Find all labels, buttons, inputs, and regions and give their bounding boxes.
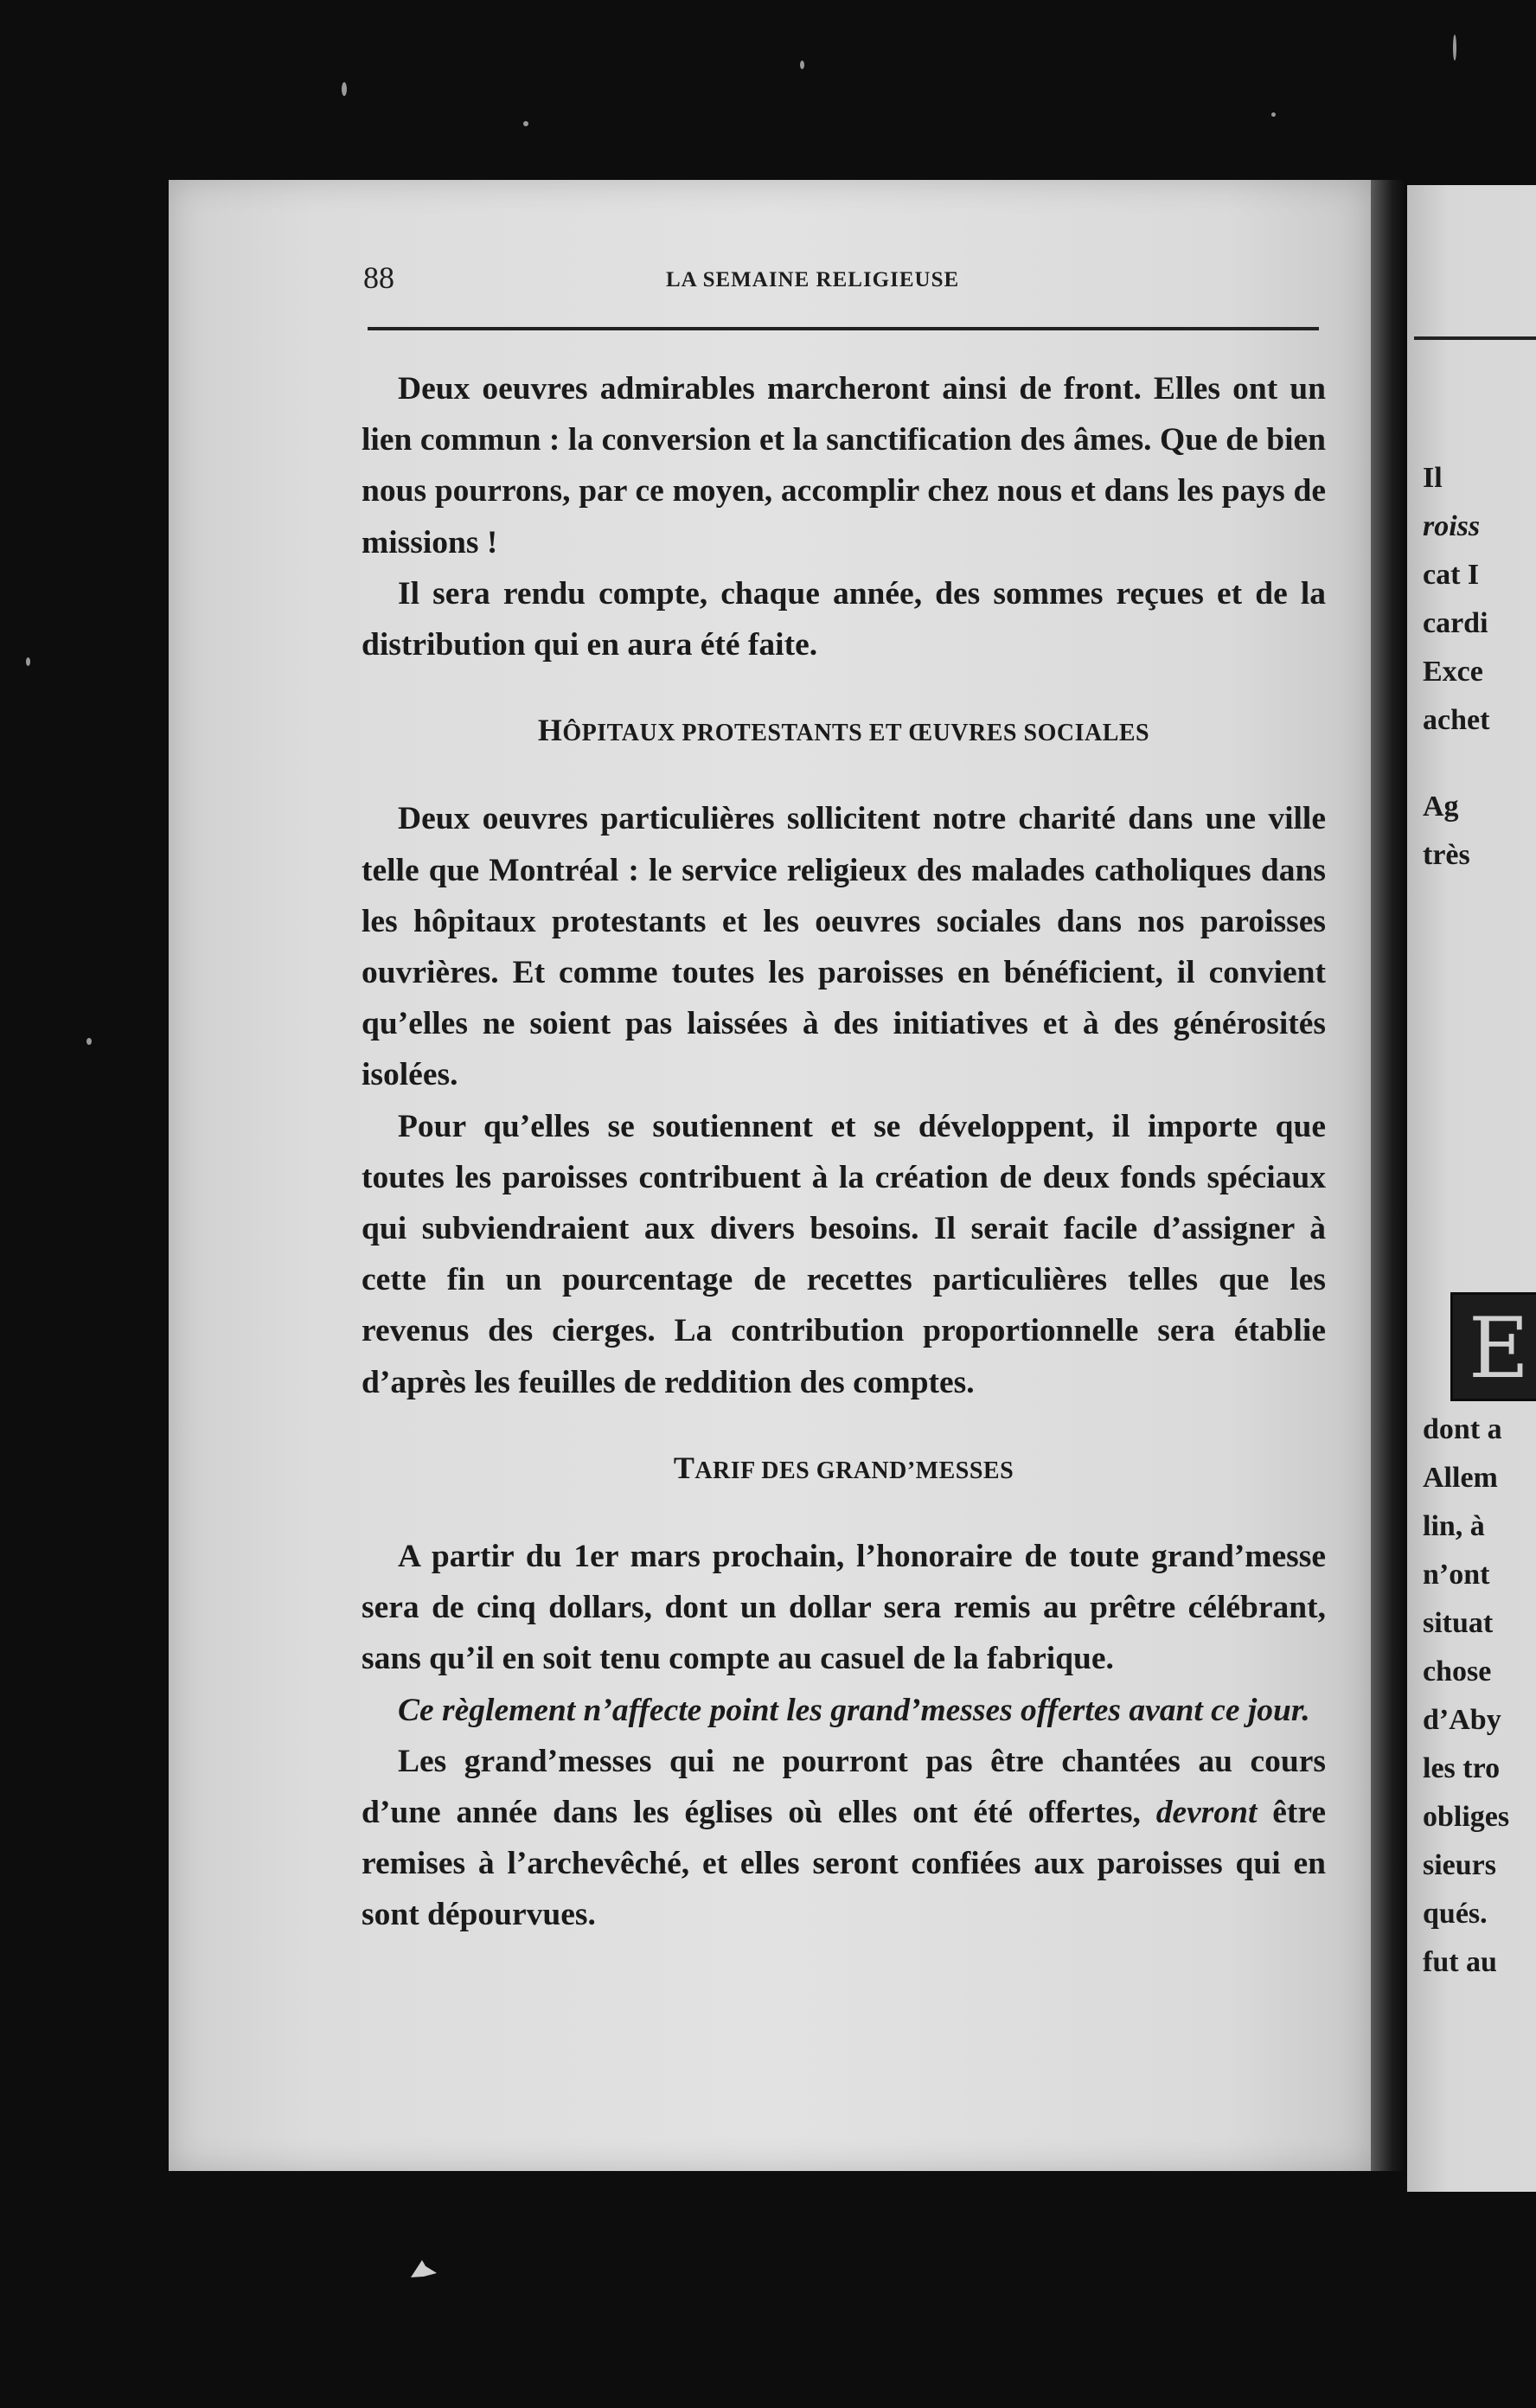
page-number: 88 [363, 260, 394, 295]
film-speck [26, 657, 30, 666]
paragraph-lead: Les grand’messes qui ne pourront pas être chantées au cours d’une année dans les églises où elles ont été offertes, [362, 1743, 1326, 1831]
facing-line: n’ont [1423, 1559, 1490, 1591]
facing-line: d’Aby [1423, 1704, 1501, 1736]
emphasis: devront [1155, 1795, 1258, 1831]
film-speck [86, 1038, 92, 1045]
facing-line: Exce [1423, 656, 1483, 688]
heading-initial: T [673, 1450, 695, 1485]
facing-line: Il [1423, 462, 1443, 494]
paragraph: Deux oeuvres admirables marcheront ainsi de front. Elles ont un lien commun : la conversion et la sanctification des âmes. Que de bien nous pourrons, par ce moyen, accomplir chez nous et dans les pays de missions ! [362, 371, 1326, 560]
italic-paragraph: Ce règlement n’affecte point les grand’messes offertes avant ce jour. [398, 1692, 1310, 1728]
film-artifact [406, 2256, 441, 2282]
facing-line: cardi [1423, 607, 1488, 639]
film-speck [523, 121, 528, 126]
paragraph [362, 1736, 1326, 1941]
facing-line: dont a [1423, 1413, 1502, 1445]
paragraph: Il sera rendu compte, chaque année, des sommes reçues et de la distribution qui en aura été faite. [362, 575, 1326, 663]
film-speck [342, 82, 347, 96]
facing-line: obliges [1423, 1801, 1510, 1833]
facing-line: cat I [1423, 559, 1480, 591]
facing-line: sieurs [1423, 1849, 1496, 1881]
facing-line: situat [1423, 1607, 1494, 1639]
facing-line: Ag [1423, 791, 1459, 823]
facing-line: fut au [1423, 1946, 1497, 1978]
facing-line: achet [1423, 704, 1490, 736]
heading-initial: H [537, 713, 563, 748]
paragraph: Pour qu’elles se soutiennent et se développent, il importe que toutes les paroisses contribuent à la création de deux fonds spéciaux qui subviendraient aux divers besoins. Il serait facile d’assigner à cette fin un pourcentage de recettes particulières telles que les revenus des cierges. La contribution proportionnelle sera établie d’après les feuilles de reddition des comptes. [362, 1108, 1326, 1400]
paragraph: Deux oeuvres particulières sollicitent notre charité dans une ville telle que Montréal : le service religieux des malades catholiques dans les hôpitaux protestants et les oeuvres sociales dans nos paroisses ouvrières. Et comme toutes les paroisses en bénéficient, il convient qu’elles ne soient pas laissées à des initiatives et à des générosités isolées. [362, 801, 1326, 1093]
section-heading [362, 705, 1326, 759]
drop-cap-letter: E [1469, 1300, 1530, 1397]
page-gutter [1371, 180, 1407, 2171]
paragraph: A partir du 1er mars prochain, l’honoraire de toute grand’messe sera de cinq dollars, dont un dollar sera remis au prêtre célébrant, sans qu’il en soit tenu compte au casuel de la fabrique. [362, 1539, 1326, 1677]
paragraph-tail: être remises à l’archevêché, et elles seront confiées aux paroisses qui en sont dépourvues. [362, 1795, 1327, 1933]
page-body [362, 363, 1326, 1941]
film-speck [1271, 112, 1276, 117]
film-speck [800, 61, 804, 69]
ornamental-drop-cap [1450, 1292, 1536, 1401]
film-speck [1453, 35, 1456, 61]
section-heading [362, 1443, 1326, 1496]
facing-line: Allem [1423, 1462, 1498, 1494]
facing-page [1407, 185, 1536, 2192]
facing-page-rule [1414, 336, 1536, 340]
facing-line: chose [1423, 1656, 1492, 1688]
facing-line: roiss [1423, 510, 1481, 542]
running-header [199, 259, 1323, 303]
running-title: LA SEMAINE RELIGIEUSE [666, 268, 960, 291]
heading-text: ÔPITAUX PROTESTANTS ET ŒUVRES SOCIALES [562, 720, 1150, 747]
facing-line: qués. [1423, 1898, 1488, 1930]
facing-line: très [1423, 839, 1470, 871]
facing-line: lin, à [1423, 1510, 1485, 1542]
heading-text: ARIF DES GRAND’MESSES [694, 1457, 1014, 1484]
header-rule [368, 327, 1319, 330]
facing-line: les tro [1423, 1752, 1501, 1784]
